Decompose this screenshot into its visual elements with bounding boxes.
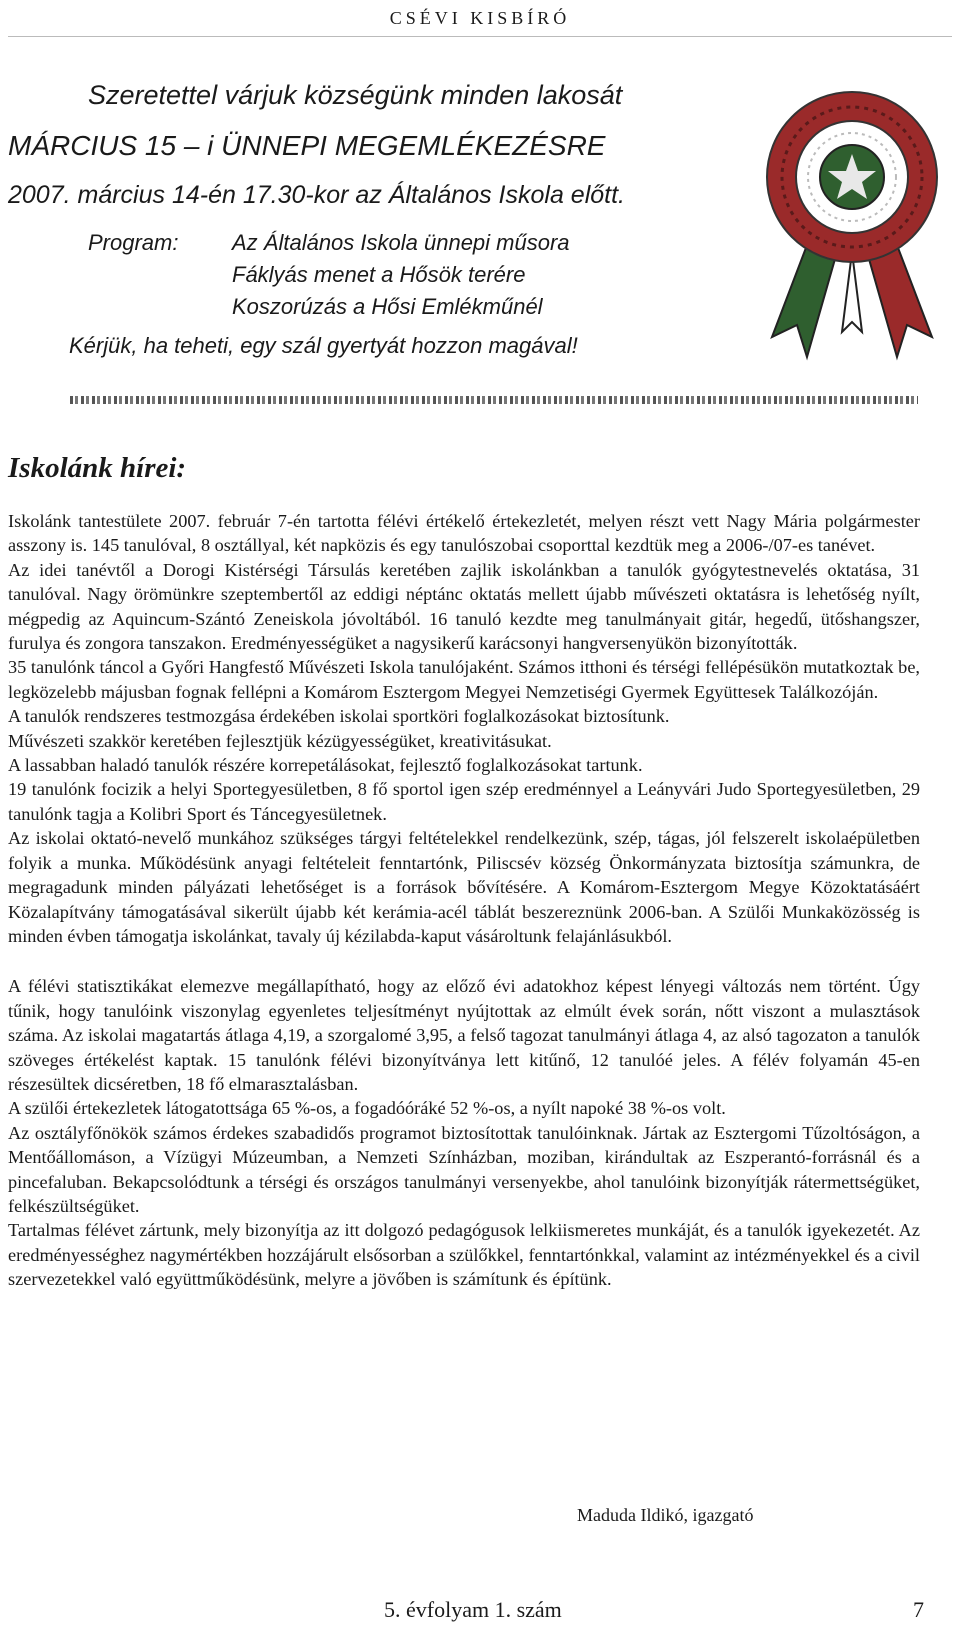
article-paragraph: A lassabban haladó tanulók részére korrepetálásokat, fejlesztő foglalkozásokat tartunk.	[8, 755, 643, 776]
ornament-divider	[70, 396, 918, 404]
invitation-line: Szeretettel várjuk községünk minden lakosát	[88, 80, 623, 110]
program-list	[232, 230, 570, 326]
page-number: 7	[913, 1597, 924, 1622]
candle-request: Kérjük, ha teheti, egy szál gyertyát hozzon magával!	[69, 333, 578, 358]
article-paragraph: Az iskolai oktató-nevelő munkához szükséges tárgyi feltételekkel rendelkezünk, szép, tágas, jól felszerelt iskolaépületben folyik a munka. Működésünk anyagi feltételeit fenntartónk, Piliscsév község Önkormányzata biztosítja számunkra, de megragadunk minden pályázati lehetőséget is a források bővítésére. A Komárom-Esztergom Megye Közoktatásáért Közalapítvány támogatásával sikerült újabb két kerámia-acél táblát beszereznünk 2006-ban. A Szülői Munkaközösség is minden évben támogatja iskolánkat, tavaly új kézilabda-kaput vásároltunk felajánlásukból.	[8, 828, 920, 946]
section-heading: Iskolánk hírei:	[8, 452, 187, 484]
program-item: Fáklyás menet a Hősök terére	[232, 262, 526, 287]
event-title: MÁRCIUS 15 – i ÜNNEPI MEGEMLÉKEZÉSRE	[8, 130, 606, 161]
article-paragraph: 19 tanulónk focizik a helyi Sportegyesületben, 8 fő sportol igen szép eredménnyel a Leányvári Judo Sportegyesületben, 29 tanulónk tagja a Kolibri Sport és Táncegyesületnek.	[8, 779, 920, 824]
cockade-icon	[752, 82, 952, 362]
article-paragraph: Tartalmas félévet zártunk, mely bizonyítja az itt dolgozó pedagógusok lelkiismeretes munkáját, és a tanulók igyekezetét. Az eredményességhez nagymértékben hozzájárult elsősorban a szülőkkel, fenntartónkkal, valamint az intézményekkel és a civil szervezetekkel való együttműködésünk, melyre a jövőben is számítunk és építünk.	[8, 1220, 920, 1290]
article-paragraph: A félévi statisztikákat elemezve megállapítható, hogy az előző évi adatokhoz képest lényegi változás nem történt. Úgy tűnik, hogy tanulóink viszonylag egyenletes teljesítményt nyújtottak az elmúlt évek során, nőtt viszont a mulasztások száma. Az iskolai magatartás átlaga 4,19, a szorgalomé 3,95, a felső tagozat tanulmányi átlaga 4, az alsó tagozaton a tanulók szöveges értékelést kaptak. 15 tanulónk félévi bizonyítványa lett kitűnő, 12 tanulóé jeles. A félév folyamán 45-en részesültek dicséretben, 18 fő elmarasztalásban.	[8, 976, 920, 1094]
event-date: 2007. március 14-én 17.30-kor az Általános Iskola előtt.	[8, 181, 626, 209]
program-label: Program:	[88, 230, 179, 255]
article-paragraph: Művészeti szakkör keretében fejlesztjük kézügyességüket, kreativitásukat.	[8, 730, 552, 751]
article-paragraph: Az osztályfőnökök számos érdekes szabadidős programot biztosítottak tanulóinknak. Jártak az Esztergomi Tűzoltóságon, a Mentőállomáson, a Vízügyi Múzeumban, a Nemzeti Színházban, moziban, kirándultak az Eszperantó-forrásnál és a pincefaluban. Bekapcsolódtunk a térségi és országos tanulmányi versenyekbe, ahol tanulóink bizonyítják rátermettségüket, felkészültségüket.	[8, 1122, 920, 1216]
newsletter-title: CSÉVI KISBÍRÓ	[389, 8, 571, 28]
article-paragraph: 35 tanulónk táncol a Győri Hangfestő Művészeti Iskola tanulójaként. Számos itthoni és térségi fellépésükön mutatkoztak be, legközelebb májusban fognak fellépni a Komárom Esztergom Megyei Nemzetiségi Gyermek Együttesek Találkozóján.	[8, 657, 920, 702]
article-paragraph: A szülői értekezletek látogatottsága 65 %-os, a fogadóóráké 52 %-os, a nyílt napoké 38 %-os volt.	[8, 1098, 726, 1119]
article-body	[8, 509, 920, 1292]
author-signature: Maduda Ildikó, igazgató	[577, 1505, 754, 1525]
program-item: Koszorúzás a Hősi Emlékműnél	[232, 294, 543, 319]
issue-label: 5. évfolyam 1. szám	[384, 1597, 562, 1622]
header-rule	[8, 36, 952, 37]
article-paragraph: Az idei tanévtől a Dorogi Kistérségi Társulás keretében zajlik iskolánkban a tanulók gyógytestnevelés oktatása, 31 tanulóval. Nagy örömünkre szeptembertől az eddigi néptánc oktatás mellett újabb művészeti oktatásra is lehetőség nyílt, mégpedig az Aquincum-Szántó Zeneiskola jóvoltából. 16 tanuló kezdte meg tanulmányait gitár, hegedű, ütőshangszer, furulya és zongora tanszakon. Eredményességüket a nagysikerű karácsonyi hangversenyükön bizonyították.	[8, 559, 920, 654]
program-item: Az Általános Iskola ünnepi műsora	[232, 230, 570, 255]
article-paragraph: Iskolánk tantestülete 2007. február 7-én tartotta félévi értékelő értekezletét, melyen részt vett Nagy Mária polgármester asszony is. 145 tanulóval, 8 osztállyal, két napközis és egy tanulószobai csoporttal kezdtük meg a 2006-/07-es tanévet.	[8, 511, 920, 556]
article-paragraph: A tanulók rendszeres testmozgása érdekében iskolai sportköri foglalkozásokat biztosítunk.	[8, 706, 670, 727]
